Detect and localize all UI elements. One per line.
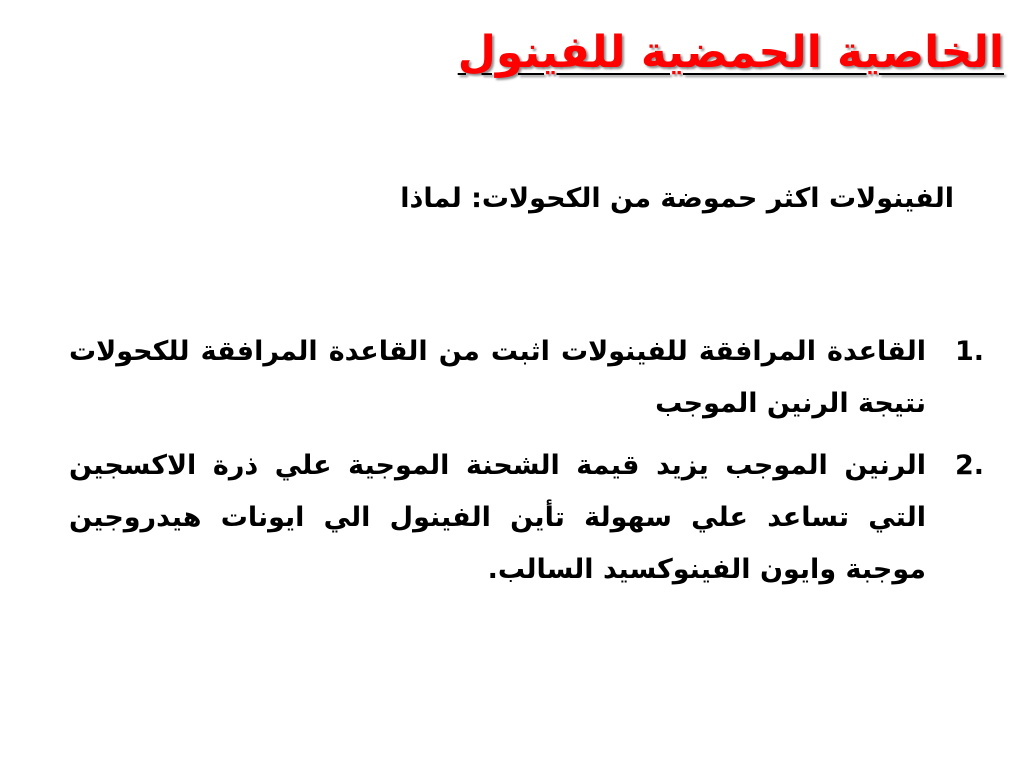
point-text: القاعدة المرافقة للفينولات اثبت من القاعدة المرافقة للكحولات نتيجة الرنين الموجب	[69, 336, 926, 419]
point-text: الرنين الموجب يزيد قيمة الشحنة الموجية علي ذرة الاكسجين التي تساعد علي سهولة تأين الفينول الي ايونات هيدروجين موجبة وايون الفينوكسيد السالب.	[69, 450, 926, 585]
points-list	[69, 326, 984, 606]
list-item	[69, 440, 984, 596]
point-number: 1.	[954, 336, 984, 367]
point-number: 2.	[954, 450, 984, 481]
slide-title: الخاصية الحمضية للفينول	[457, 27, 1004, 78]
question-text: الفينولات اكثر حموضة من الكحولات: لماذا	[400, 183, 954, 214]
list-item	[69, 326, 984, 430]
